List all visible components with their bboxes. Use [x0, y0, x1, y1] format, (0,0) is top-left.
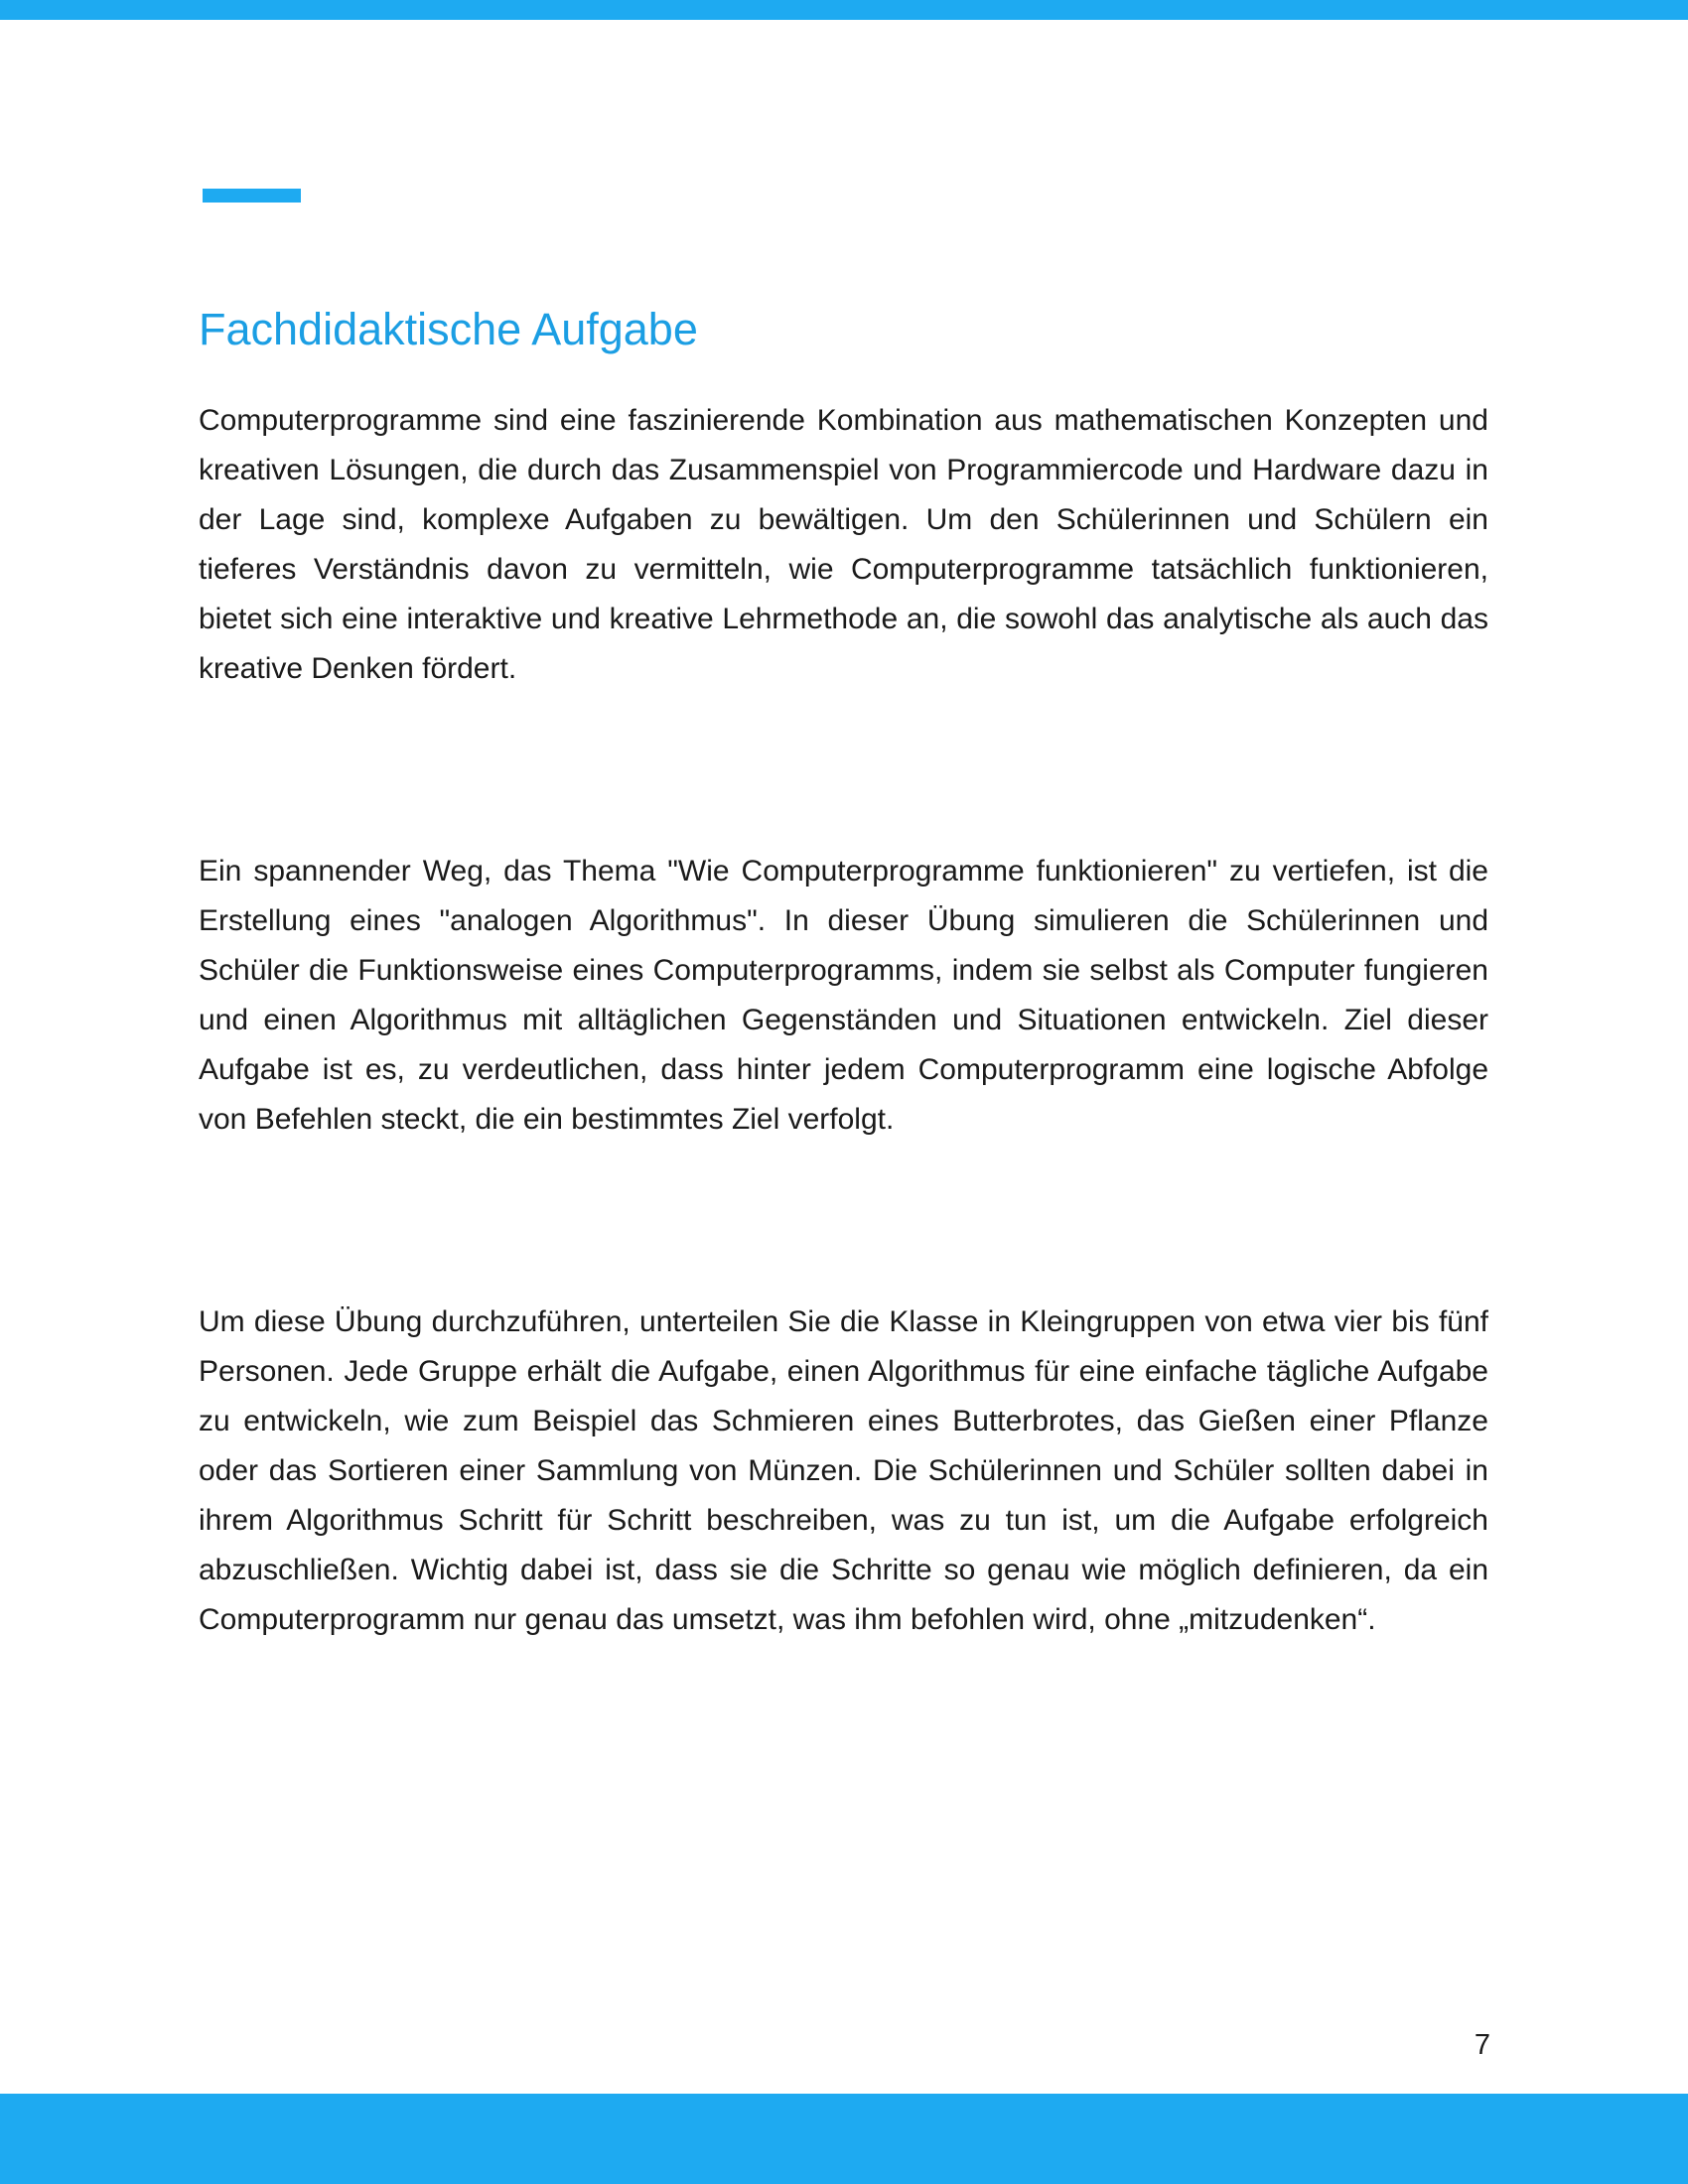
- title-accent-dash: [203, 189, 301, 203]
- page-number: 7: [1474, 2029, 1490, 2061]
- page-title: Fachdidaktische Aufgabe: [199, 304, 698, 354]
- paragraph-2: Ein spannender Weg, das Thema "Wie Computerprogramme funktionieren" zu vertiefen, ist die Erstellung eines "analogen Algorithmus". In dieser Übung simulieren die Schülerinnen und Schüler die Funktionsweise eines Computerprogramms, indem sie selbst als Computer fungieren und einen Algorithmus mit alltäglichen Gegenständen und Situationen entwickeln. Ziel dieser Aufgabe ist es, zu verdeutlichen, dass hinter jedem Computerprogramm eine logische Abfolge von Befehlen steckt, die ein bestimmtes Ziel verfolgt.: [199, 855, 1488, 1136]
- bottom-accent-bar: [0, 2094, 1688, 2184]
- paragraph-1: Computerprogramme sind eine faszinierende Kombination aus mathematischen Konzepten und kreativen Lösungen, die durch das Zusammenspiel von Programmiercode und Hardware dazu in der Lage sind, komplexe Aufgaben zu bewältigen. Um den Schülerinnen und Schülern ein tieferes Verständnis davon zu vermitteln, wie Computerprogramme tatsächlich funktionieren, bietet sich eine interaktive und kreative Lehrmethode an, die sowohl das analytische als auch das kreative Denken fördert.: [199, 404, 1488, 685]
- paragraph-3: Um diese Übung durchzuführen, unterteilen Sie die Klasse in Kleingruppen von etwa vier bis fünf Personen. Jede Gruppe erhält die Aufgabe, einen Algorithmus für eine einfache tägliche Aufgabe zu entwickeln, wie zum Beispiel das Schmieren eines Butterbrotes, das Gießen einer Pflanze oder das Sortieren einer Sammlung von Münzen. Die Schülerinnen und Schüler sollten dabei in ihrem Algorithmus Schritt für Schritt beschreiben, was zu tun ist, um die Aufgabe erfolgreich abzuschließen. Wichtig dabei ist, dass sie die Schritte so genau wie möglich definieren, da ein Computerprogramm nur genau das umsetzt, was ihm befohlen wird, ohne „mitzudenken“.: [199, 1305, 1488, 1636]
- top-accent-bar: [0, 0, 1688, 20]
